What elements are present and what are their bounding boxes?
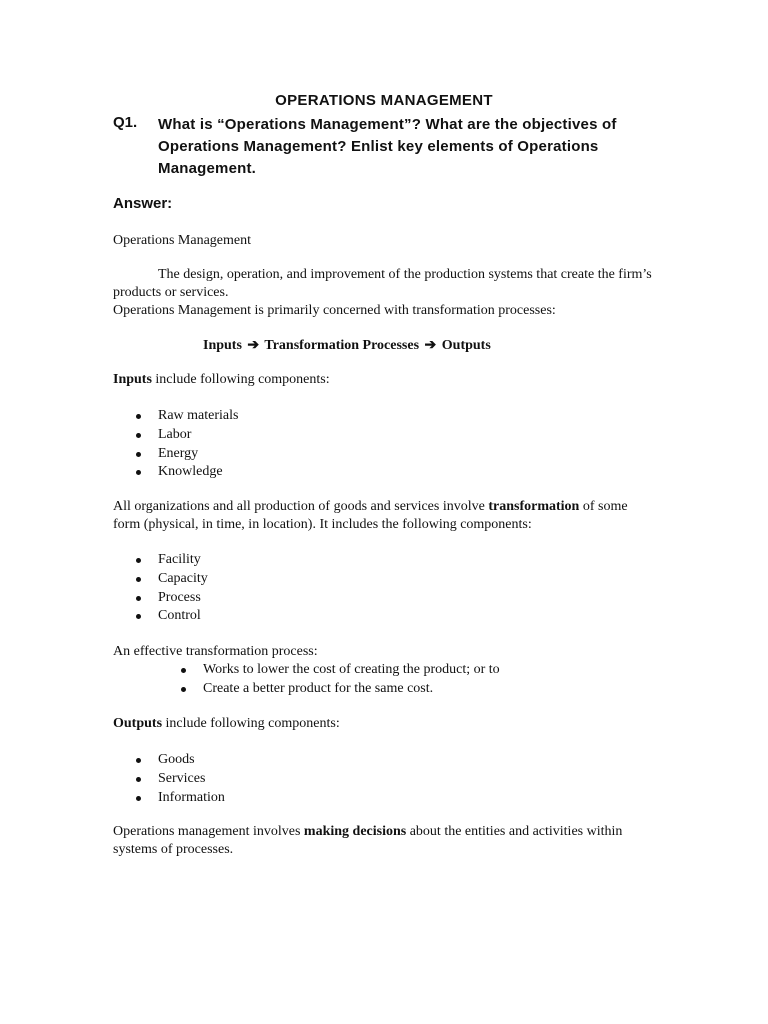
bullet-icon (136, 758, 141, 763)
decisions-paragraph: Operations management involves making decisions about the entities and activities within systems of processes. (113, 824, 623, 857)
list-item: Labor (158, 426, 238, 445)
bullet-icon (136, 470, 141, 475)
inputs-list (158, 407, 238, 482)
list-item: Facility (158, 551, 208, 570)
list-item: Services (158, 770, 225, 789)
sub-heading: Operations Management (113, 233, 252, 248)
bullet-icon (181, 668, 186, 673)
flow-process: Transformation Processes (264, 338, 420, 353)
inputs-intro-text: include following components: (151, 372, 330, 387)
definition-paragraph (113, 266, 653, 302)
bullet-icon (136, 577, 141, 582)
bullet-icon (136, 433, 141, 438)
transformation-list (158, 551, 208, 626)
question-number: Q1. (113, 114, 138, 131)
transformation-intro: All organizations and all production of goods and services involve transformation of some form (physical, in time, in location). It includes the following components: (113, 499, 628, 532)
right-arrow-icon: ➔ (247, 338, 260, 353)
list-item: Process (158, 589, 208, 608)
bullet-icon (136, 777, 141, 782)
effective-list (203, 661, 500, 699)
process-flow (203, 337, 491, 355)
inputs-intro (113, 371, 653, 389)
list-item: Create a better product for the same cost. (203, 680, 500, 699)
bullet-icon (136, 414, 141, 419)
list-item: Control (158, 607, 208, 626)
list-item: Goods (158, 751, 225, 770)
list-item: Works to lower the cost of creating the product; or to (203, 661, 500, 680)
outputs-list (158, 751, 225, 807)
flow-inputs: Inputs (203, 338, 242, 353)
list-item: Knowledge (158, 463, 238, 482)
bullet-icon (136, 452, 141, 457)
bullet-icon (136, 796, 141, 801)
list-item: Information (158, 789, 225, 808)
list-item: Capacity (158, 570, 208, 589)
outputs-intro: Outputs include following components: (113, 716, 340, 731)
concern-paragraph: Operations Management is primarily concerned with transformation processes: (113, 303, 556, 318)
effective-intro: An effective transformation process: (113, 644, 318, 659)
transformation-bold: transformation (488, 499, 580, 514)
definition-text: The design, operation, and improvement of the production systems that create the firm’s products or services. (113, 267, 652, 300)
document-title: OPERATIONS MANAGEMENT (275, 92, 493, 109)
flow-outputs: Outputs (441, 338, 491, 353)
list-item: Energy (158, 445, 238, 464)
answer-label: Answer: (113, 195, 173, 212)
outputs-bold: Outputs (113, 716, 163, 731)
question-text: What is “Operations Management”? What are the objectives of Operations Management? Enlist key elements of Operations Management. (158, 116, 617, 177)
bullet-icon (181, 687, 186, 692)
bullet-icon (136, 614, 141, 619)
decisions-bold: making decisions (303, 824, 407, 839)
inputs-bold: Inputs (113, 372, 152, 387)
list-item: Raw materials (158, 407, 238, 426)
bullet-icon (136, 596, 141, 601)
right-arrow-icon: ➔ (424, 338, 437, 353)
bullet-icon (136, 558, 141, 563)
